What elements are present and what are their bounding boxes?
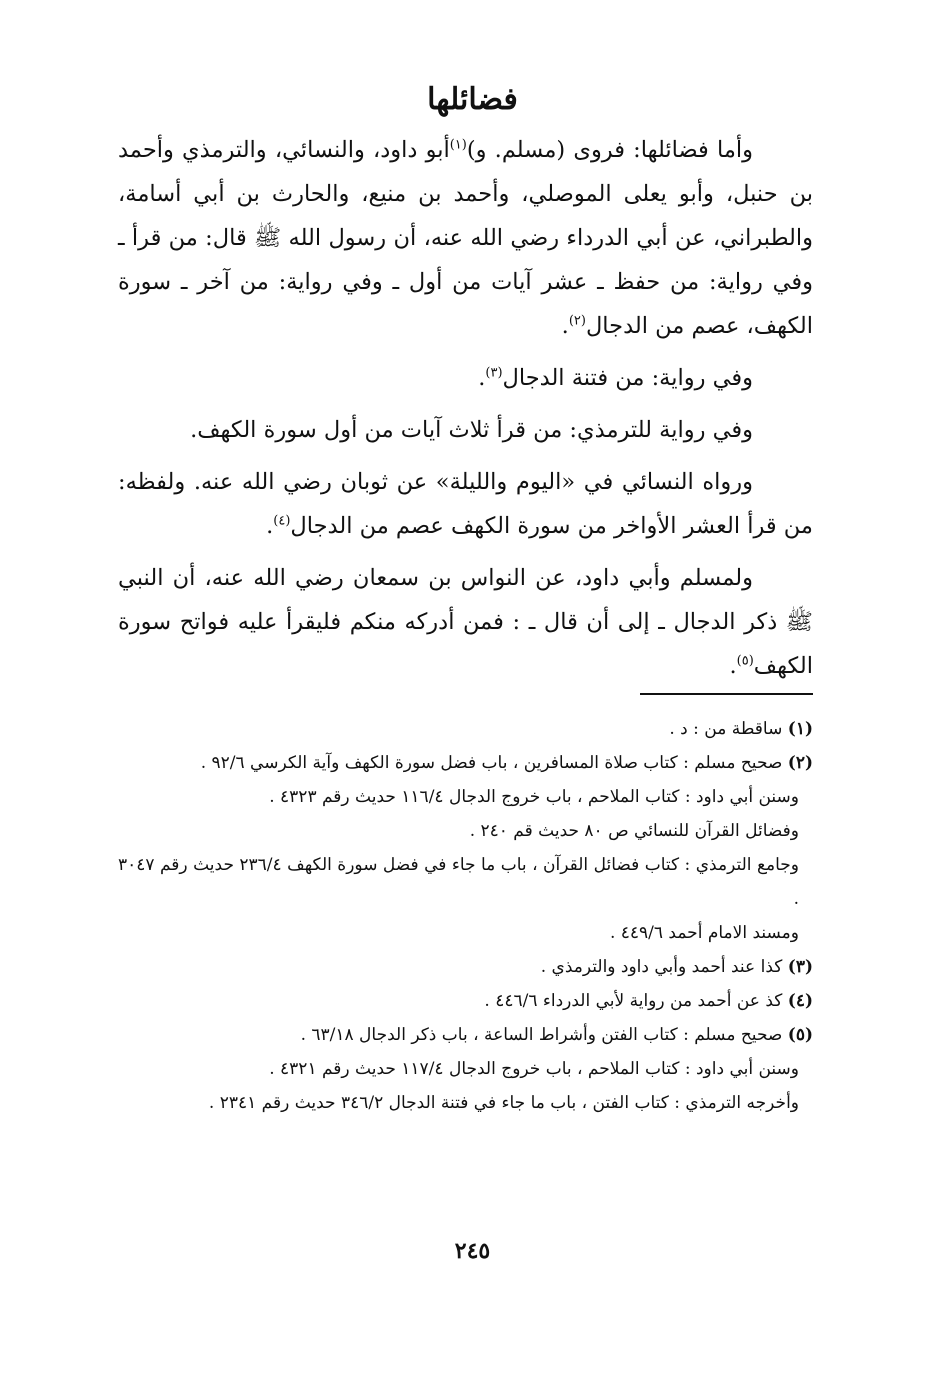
footnote-3-number: (٣): [787, 957, 813, 977]
page-title: فضائلها: [427, 82, 518, 117]
paragraph-4-text-b: .: [266, 513, 274, 539]
paragraph-2-text-a: وفي رواية: من فتنة الدجال: [502, 365, 753, 391]
footnote-4-number: (٤): [787, 991, 813, 1011]
footnote-2-nasai: وفضائل القرآن للنسائي ص ٨٠ حديث قم ٢٤٠ .: [469, 821, 799, 841]
paragraph-1-text-c: .: [561, 313, 569, 339]
footnote-ref-4: (٤): [273, 513, 291, 529]
footnote-1-number: (١): [787, 719, 813, 739]
footnote-5-number: (٥): [787, 1025, 813, 1045]
footnote-4: [118, 984, 813, 1018]
footnote-divider: [640, 693, 813, 695]
paragraph-2-text-b: .: [478, 365, 486, 391]
footnote-5-text: صحيح مسلم : كتاب الفتن وأشراط الساعة ، باب ذكر الدجال ٦٣/١٨ .: [300, 1025, 783, 1045]
footnote-ref-5: (٥): [736, 653, 754, 669]
footnote-5-tirmidhi: وأخرجه الترمذي : كتاب الفتن ، باب ما جاء في فتنة الدجال ٣٤٦/٢ حديث رقم ٢٣٤١ .: [208, 1093, 799, 1113]
paragraph-5: [118, 556, 813, 688]
footnote-ref-3: (٣): [485, 365, 503, 381]
footnote-2-tirmidhi: وجامع الترمذي : كتاب فضائل القرآن ، باب ما جاء في فضل سورة الكهف ٢٣٦/٤ حديث رقم ٣٠٤٧ .: [118, 855, 799, 909]
footnote-ref-1: (١): [449, 137, 467, 153]
footnote-1-text: ساقطة من : د .: [669, 719, 783, 739]
footnote-1: [118, 712, 813, 746]
footnote-4-text: كذ عن أحمد من رواية لأبي الدرداء ٤٤٦/٦ .: [484, 991, 783, 1011]
footnote-5-abu-dawud: وسنن أبي داود : كتاب الملاحم ، باب خروج الدجال ١١٧/٤ حديث رقم ٤٣٢١ .: [269, 1059, 799, 1079]
paragraph-1-text-b: أبو داود، والنسائي، والترمذي وأحمد بن حنبل، وأبو يعلى الموصلي، وأحمد بن منيع، والحارث بن أبي أسامة، والطبراني، عن أبي الدرداء رضي الله عنه، أن رسول الله ﷺ قال: من قرأ ـ وفي رواية: من حفظ ـ عشر آيات من أول ـ وفي رواية: من آخر ـ سورة الكهف، عصم من الدجال: [118, 137, 813, 339]
paragraph-4-text-a: ورواه النسائي في «اليوم والليلة» عن ثوبان رضي الله عنه. ولفظه: من قرأ العشر الأواخر من سورة الكهف عصم من الدجال: [118, 469, 813, 539]
main-text: [118, 128, 813, 688]
paragraph-3: [118, 408, 813, 452]
page-number: ٢٤٥: [454, 1238, 491, 1264]
footnote-ref-2: (٢): [568, 313, 586, 329]
paragraph-2: [118, 356, 813, 400]
paragraph-5-text-b: .: [729, 653, 737, 679]
footnote-3: [118, 950, 813, 984]
footnote-3-text: كذا عند أحمد وأبي داود والترمذي .: [540, 957, 783, 977]
footnote-2-number: (٢): [787, 753, 813, 773]
footnotes: [118, 712, 813, 1120]
footnote-2: [118, 746, 813, 780]
footnote-5: [118, 1018, 813, 1052]
paragraph-1: [118, 128, 813, 348]
paragraph-1-text-a: وأما فضائلها: فروى (مسلم. و): [466, 137, 753, 163]
paragraph-4: [118, 460, 813, 548]
footnote-2-abu-dawud: وسنن أبي داود : كتاب الملاحم ، باب خروج الدجال ١١٦/٤ حديث رقم ٤٣٢٣ .: [269, 787, 799, 807]
paragraph-5-text-a: ولمسلم وأبي داود، عن النواس بن سمعان رضي الله عنه، أن النبي ﷺ ذكر الدجال ـ إلى أن قال ـ : فمن أدركه منكم فليقرأ عليه فواتح سورة الكهف: [118, 565, 813, 679]
footnote-2-ahmad: ومسند الامام أحمد ٤٤٩/٦ .: [609, 923, 799, 943]
footnote-2-text: صحيح مسلم : كتاب صلاة المسافرين ، باب فضل سورة الكهف وآية الكرسي ٩٢/٦ .: [200, 753, 783, 773]
paragraph-3-text: وفي رواية للترمذي: من قرأ ثلاث آيات من أول سورة الكهف.: [190, 417, 753, 443]
